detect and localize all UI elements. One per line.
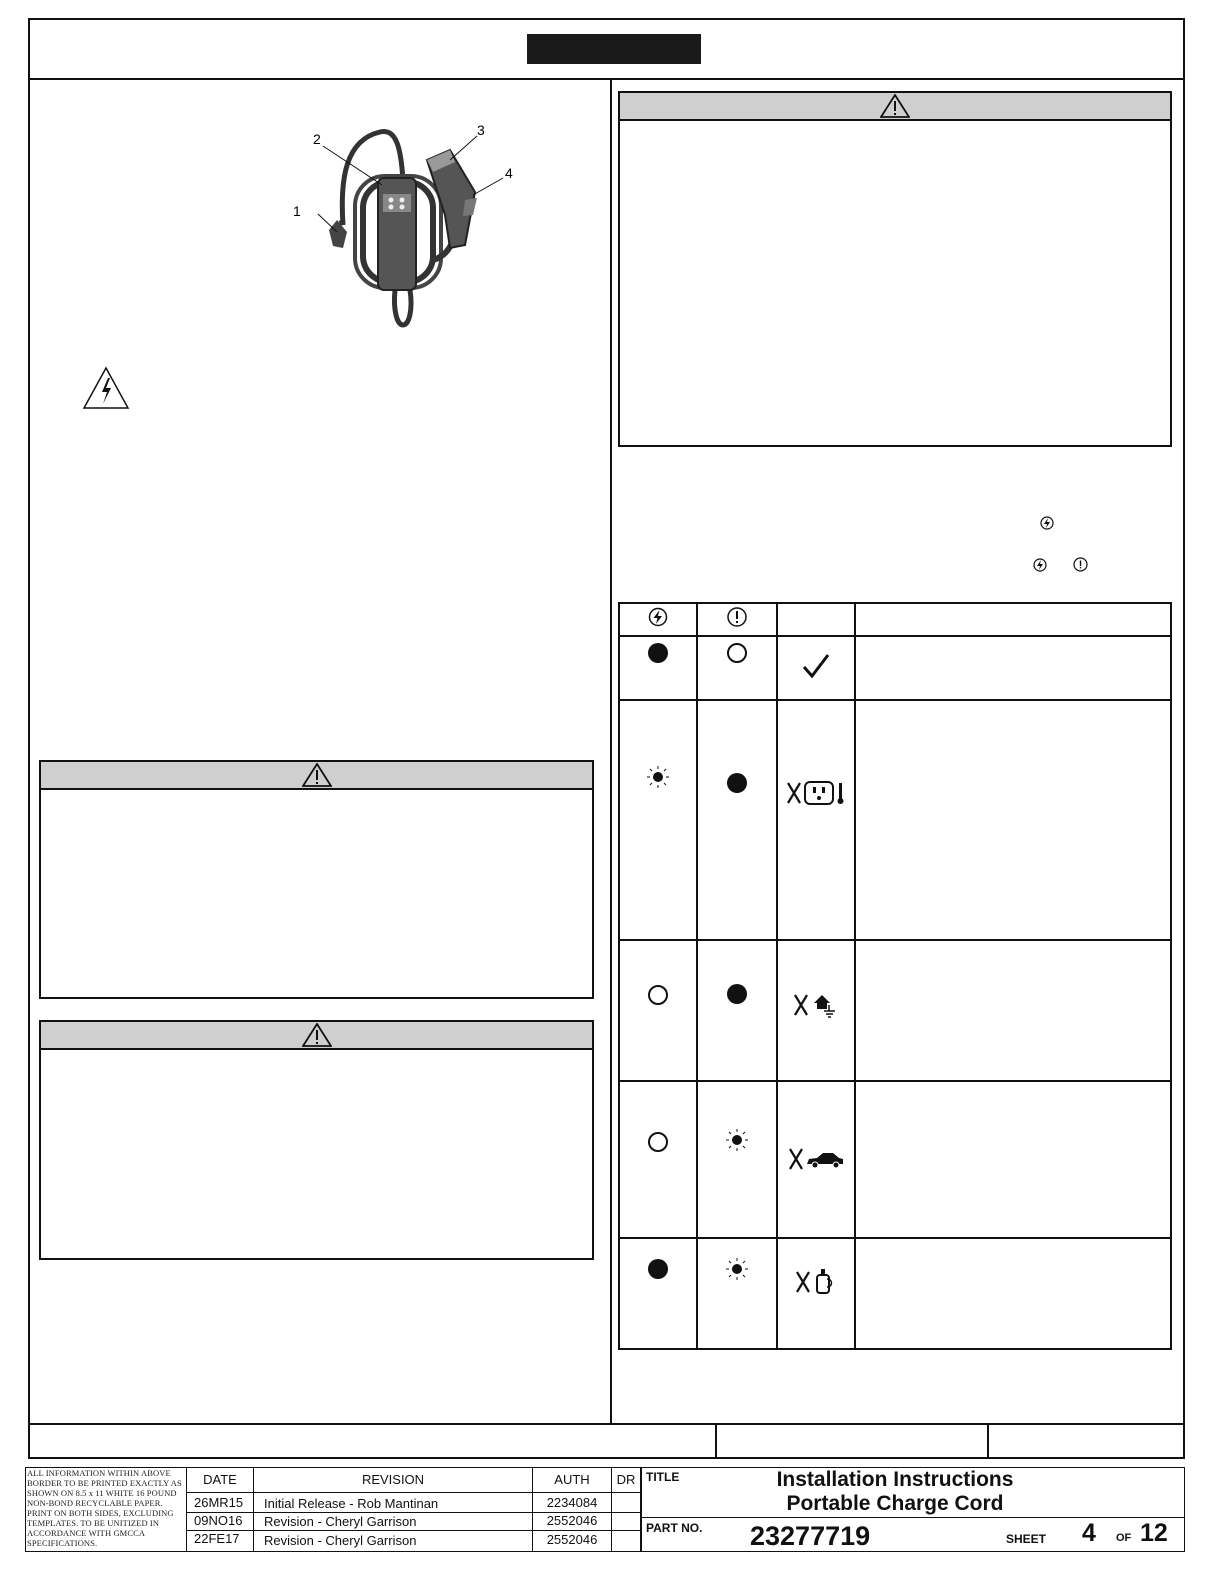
table-row (619, 1238, 1171, 1349)
charge-light-blinking (646, 765, 670, 789)
fault-light-blinking (725, 1128, 749, 1152)
cord-fault-icon (793, 1267, 839, 1297)
dr-header: DR (616, 1472, 636, 1487)
warning-box (618, 91, 1172, 447)
fault-status-icon (1073, 557, 1088, 577)
footer-divider-1 (715, 1424, 717, 1459)
table-row (619, 940, 1171, 1081)
charge-status-icon (648, 607, 668, 627)
caution-box-1 (39, 760, 594, 999)
header-divider (28, 78, 1185, 80)
print-disclaimer: ALL INFORMATION WITHIN ABOVE BORDER TO BE PRINTED EXACTLY AS SHOWN ON 8.5 x 11 WHITE 16 POUND NON-BOND RECYCLABLE PAPER. PRINT ON BOTH SIDES, EXCLUDING TEMPLATES. TO BE UNITIZED IN ACCORDANCE WITH GMCCA SPECIFICATIONS. (27, 1468, 182, 1548)
revision-text: Revision - Cheryl Garrison (264, 1514, 417, 1529)
outlet-temperature-fault-icon (784, 779, 848, 807)
caution-header (41, 1022, 592, 1050)
charge-light-on (648, 1259, 668, 1279)
warning-header (620, 93, 1170, 121)
footer-divider (28, 1423, 1185, 1425)
fault-light-blinking (725, 1257, 749, 1281)
revision-auth: 2552046 (546, 1513, 598, 1528)
column-divider (610, 79, 612, 1425)
charge-light-off (648, 985, 668, 1005)
warning-triangle-icon (302, 763, 332, 787)
footer-divider-2 (987, 1424, 989, 1459)
callout-1: 1 (293, 203, 301, 219)
charge-cord-figure (285, 120, 530, 330)
sheet-number: 4 (1082, 1519, 1096, 1547)
header-banner (527, 34, 701, 64)
revision-text: Initial Release - Rob Mantinan (264, 1496, 439, 1511)
callout-4: 4 (505, 165, 513, 181)
date-header: DATE (203, 1472, 237, 1487)
of-label: OF (1116, 1532, 1132, 1544)
revision-date: 09NO16 (194, 1513, 243, 1528)
vehicle-fault-icon (786, 1146, 846, 1172)
document-title-line-1: Installation Instructions (776, 1468, 1014, 1491)
electrical-hazard-icon (82, 366, 130, 410)
revision-text: Revision - Cheryl Garrison (264, 1533, 417, 1548)
charge-light-on (648, 643, 668, 663)
fault-light-on (727, 984, 747, 1004)
revision-date: 26MR15 (194, 1495, 244, 1510)
document-title-line-2: Portable Charge Cord (786, 1492, 1004, 1515)
revision-date: 22FE17 (194, 1531, 240, 1546)
sheet-label: SHEET (1006, 1532, 1047, 1546)
table-header-row (619, 603, 1171, 636)
revision-auth: 2234084 (546, 1495, 598, 1510)
indicator-column-header (777, 603, 855, 636)
charge-status-icon (1040, 516, 1054, 535)
check-icon (801, 653, 831, 679)
ground-fault-icon (791, 991, 841, 1019)
description-column-header (855, 603, 1171, 636)
caution-header (41, 762, 592, 790)
revision-header: REVISION (361, 1472, 425, 1487)
part-number-label: PART NO. (646, 1521, 703, 1535)
warning-triangle-icon (880, 94, 910, 118)
warning-triangle-icon (302, 1023, 332, 1047)
caution-box-2 (39, 1020, 594, 1260)
status-light-table (618, 602, 1172, 1350)
callout-2: 2 (313, 131, 321, 147)
title-label: TITLE (646, 1470, 680, 1484)
sheet-total: 12 (1140, 1519, 1168, 1547)
callout-3: 3 (477, 122, 485, 138)
fault-column-header (697, 603, 777, 636)
fault-status-icon (726, 606, 748, 628)
fault-light-off (727, 643, 747, 663)
auth-header: AUTH (554, 1472, 590, 1487)
fault-light-on (727, 773, 747, 793)
revision-auth: 2552046 (546, 1532, 598, 1547)
table-row (619, 700, 1171, 940)
table-row (619, 1081, 1171, 1238)
table-row (619, 636, 1171, 700)
charge-status-icon (1033, 558, 1047, 577)
part-number: 23277719 (750, 1521, 871, 1551)
charge-light-off (648, 1132, 668, 1152)
charge-column-header (619, 603, 697, 636)
